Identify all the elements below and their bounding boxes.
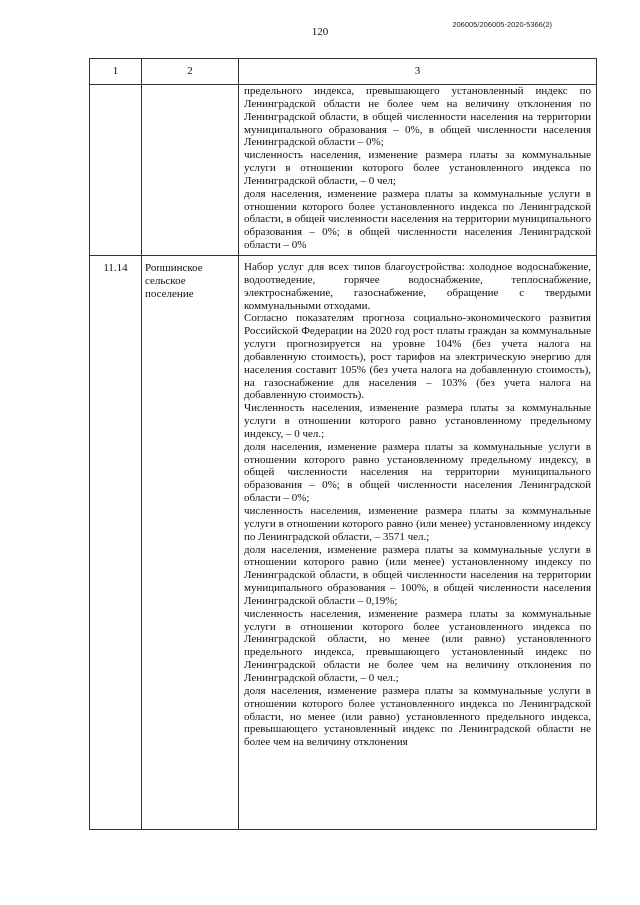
paragraph: численность населения, изменение размера платы за коммунальные услуги в отношении которого равно (или менее) установленному индексу по Ленинградской области, – 3571 чел.; xyxy=(244,505,591,543)
paragraph: доля населения, изменение размера платы за коммунальные услуги в отношении которого более установленного индекса по Ленинградской области, в общей численности населения на территории муниципального образования – 0%; в общей численности населения Ленинградской области – 0% xyxy=(244,187,591,252)
settlement-name: Ропшинское сельское поселение xyxy=(142,255,239,829)
paragraph: Согласно показателям прогноза социально-экономического развития Российской Федерации на 2020 год рост платы граждан за коммунальные услуги прогнозируется на уровне 104% (без учета налога на добавленную стоимость), рост тарифов на электрическую энергию для населения составит 105% (без учета налога на добавленную стоимость), на газоснабжение для населения – 103% (без учета налога на добавленную стоимость). xyxy=(244,312,591,402)
column-header-3: 3 xyxy=(239,59,597,85)
table-row xyxy=(90,85,597,256)
paragraph: доля населения, изменение размера платы за коммунальные услуги в отношении которого более установленного индекса по Ленинградской области, но менее (или равно) установленного предельного индекса, превышающего установленный индекс по Ленинградской области не более чем на величину отклонения xyxy=(244,684,591,749)
column-header-2: 2 xyxy=(142,59,239,85)
header-row xyxy=(90,59,597,85)
paragraph: предельного индекса, превышающего установленный индекс по Ленинградской области не более чем на величину отклонения по Ленинградской области, в общей численности населения на территории муниципального образования – 0%, в общей численности населения Ленинградской области – 0%; xyxy=(244,85,591,149)
paragraph: численность населения, изменение размера платы за коммунальные услуги в отношении которого более установленного индекса по Ленинградской области, – 0 чел; xyxy=(244,149,591,187)
row-number xyxy=(90,85,142,256)
document-id: 206005/206005-2020-5366(2) xyxy=(452,20,552,29)
paragraph: доля населения, изменение размера платы за коммунальные услуги в отношении которого равно установленному предельному индексу, в общей численности населения на территории муниципального образования – 0%; в общей численности населения Ленинградской области – 0%; xyxy=(244,440,591,505)
paragraph: численность населения, изменение размера платы за коммунальные услуги в отношении которого более установленного индекса по Ленинградской области, но менее (или равно) установленного предельного индекса, превышающего установленный индекс по Ленинградской области не более чем на величину отклонения по Ленинградской области, – 0 чел.; xyxy=(244,607,591,684)
settlement-name xyxy=(142,85,239,256)
page-number: 120 xyxy=(311,26,329,38)
data-table xyxy=(89,58,597,830)
paragraph: Набор услуг для всех типов благоустройства: холодное водоснабжение, водоотведение, горячее водоснабжение, теплоснабжение, электроснабжение, газоснабжение, обращение с твердыми коммунальными отходами. xyxy=(244,260,591,312)
paragraph: Численность населения, изменение размера платы за коммунальные услуги в отношении которого равно установленному предельному индексу, – 0 чел.; xyxy=(244,402,591,440)
paragraph: доля населения, изменение размера платы за коммунальные услуги в отношении которого равно (или менее) установленному индексу по Ленинградской области, в общей численности населения на территории муниципального образования – 100%, в общей численности населения Ленинградской области – 0,19%; xyxy=(244,543,591,607)
row-description xyxy=(239,85,597,256)
row-description xyxy=(239,255,597,829)
column-header-1: 1 xyxy=(90,59,142,85)
table-row xyxy=(90,255,597,829)
row-number: 11.14 xyxy=(90,255,142,829)
